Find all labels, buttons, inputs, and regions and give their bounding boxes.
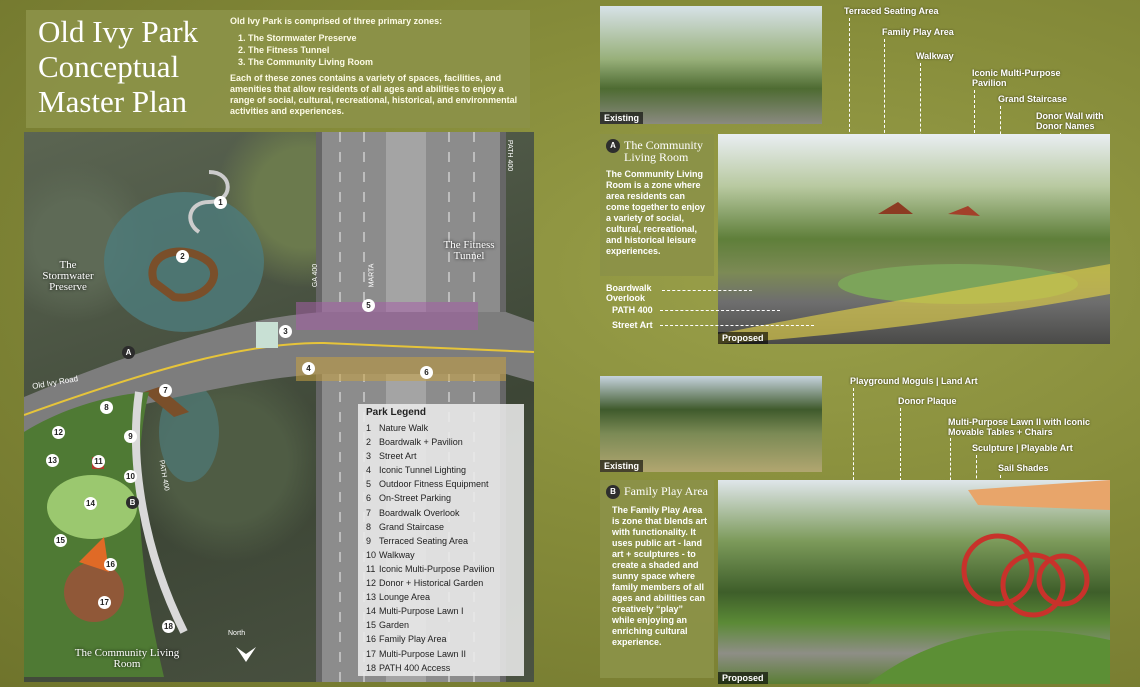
- label-ga-400: GA 400: [312, 263, 320, 288]
- map-marker-13[interactable]: 13: [46, 454, 59, 467]
- zone-b-description: [600, 480, 714, 678]
- map-marker-2[interactable]: 2: [176, 250, 189, 263]
- legend-item: [366, 647, 516, 661]
- legend-item-number: 3: [366, 451, 372, 462]
- sail-shade: [968, 480, 1110, 510]
- legend-item-label: Grand Staircase: [379, 521, 445, 532]
- existing-tag: Existing: [600, 112, 643, 124]
- label-marta: MARTA: [368, 263, 376, 288]
- zone-list-item: 3. The Community Living Room: [238, 57, 374, 67]
- legend-item: [366, 590, 516, 604]
- side-label-street-art: Street Art: [612, 320, 653, 330]
- label-community-living-room: The Community Living Room: [74, 647, 180, 670]
- side-label-line: [660, 310, 780, 311]
- legend-item: [366, 435, 516, 449]
- legend-item-number: 1: [366, 423, 372, 433]
- legend-item: [366, 463, 516, 477]
- label-fitness-tunnel: The Fitness Tunnel: [443, 239, 495, 262]
- legend-item-label: On-Street Parking: [379, 493, 452, 504]
- legend-item-label: Street Art: [379, 451, 417, 462]
- map-marker-zone-a[interactable]: A: [122, 346, 135, 359]
- tunnel-lighting: [296, 302, 478, 330]
- legend-rows: [366, 421, 516, 675]
- callout-donor-plaque: Donor Plaque: [898, 396, 957, 406]
- legend-item: [366, 661, 516, 675]
- legend-item: [366, 477, 516, 491]
- zone-a-description: [600, 134, 714, 276]
- zone-b-letter: B: [606, 485, 620, 499]
- legend-item-number: 12: [366, 578, 377, 589]
- legend-item-number: 7: [366, 507, 372, 518]
- map-marker-5[interactable]: 5: [362, 299, 375, 312]
- map-marker-8[interactable]: 8: [100, 401, 113, 414]
- park-legend: [358, 404, 524, 676]
- callout-family-play: Family Play Area: [882, 27, 954, 37]
- callout-playground-moguls: Playground Moguls | Land Art: [850, 376, 978, 386]
- callout-sculpture: Sculpture | Playable Art: [972, 443, 1073, 453]
- legend-item: [366, 562, 516, 576]
- legend-item-label: Terraced Seating Area: [379, 535, 469, 546]
- legend-item-number: 2: [366, 437, 372, 448]
- pavilion-roof: [878, 202, 913, 214]
- pavilion-roof: [948, 206, 980, 216]
- callout-pavilion: Iconic Multi-Purpose Pavilion: [972, 68, 1061, 88]
- legend-item: [366, 576, 516, 590]
- legend-item: [366, 618, 516, 632]
- map-marker-18[interactable]: 18: [162, 620, 175, 633]
- zone-a-desc: The Community Living Room is a zone where area residents can come together to enjoy a variety of social, cultural, recreational, and historical leisure experiences.: [606, 169, 706, 256]
- page-title: Old Ivy Park Conceptual Master Plan: [38, 14, 199, 119]
- legend-item-number: 15: [366, 620, 377, 631]
- zone-list: [238, 32, 522, 68]
- map-marker-4[interactable]: 4: [302, 362, 315, 375]
- sculpture-ring: [964, 536, 1032, 604]
- legend-item-number: 8: [366, 521, 372, 532]
- legend-item: [366, 534, 516, 548]
- legend-item-number: 17: [366, 648, 377, 659]
- legend-item: [366, 632, 516, 646]
- legend-item: [366, 548, 516, 562]
- side-label-path-400: PATH 400: [612, 305, 653, 315]
- map-marker-16[interactable]: 16: [104, 558, 117, 571]
- legend-item: [366, 604, 516, 618]
- label-path-400-lower: PATH 400: [157, 459, 170, 492]
- legend-item: [366, 421, 516, 435]
- callout-terraced-seating: Terraced Seating Area: [844, 6, 939, 16]
- legend-item-number: 18: [366, 662, 377, 673]
- label-north: North: [228, 630, 246, 637]
- legend-item-number: 13: [366, 592, 377, 603]
- zone-a-rendering: [718, 134, 1110, 344]
- master-plan-map: [24, 132, 534, 682]
- title-block: [26, 10, 530, 128]
- zone-list-item: 1. The Stormwater Preserve: [238, 33, 357, 43]
- legend-item-label: Boardwalk Overlook: [379, 507, 460, 518]
- legend-item-number: 6: [366, 493, 372, 504]
- callout-multi-purpose-lawn: Multi-Purpose Lawn II with Iconic Movable Tables + Chairs: [948, 417, 1091, 437]
- label-stormwater-preserve: The Stormwater Preserve: [42, 259, 94, 293]
- legend-item-number: 14: [366, 606, 377, 617]
- tunnel-lighting: [296, 357, 506, 381]
- map-marker-zone-b[interactable]: B: [126, 496, 139, 509]
- intro-text: [230, 16, 522, 117]
- map-marker-7[interactable]: 7: [159, 384, 172, 397]
- map-marker-9[interactable]: 9: [124, 430, 137, 443]
- intro-body: Each of these zones contains a variety of spaces, facilities, and amenities that allow residents of all ages and abilities to enjoy a range of social, cultural, recreational, historical, and environmental activities and experiences.: [230, 73, 518, 116]
- existing-tag: Existing: [600, 460, 643, 472]
- map-marker-17[interactable]: 17: [98, 596, 111, 609]
- legend-item-label: Garden: [379, 620, 410, 631]
- legend-item-label: Iconic Tunnel Lighting: [379, 465, 467, 476]
- map-marker-12[interactable]: 12: [52, 426, 65, 439]
- zone-b-title: Family Play Area: [624, 484, 708, 498]
- map-marker-3[interactable]: 3: [279, 325, 292, 338]
- legend-item-number: 4: [366, 465, 372, 476]
- legend-item-number: 5: [366, 479, 372, 490]
- legend-item-label: Family Play Area: [379, 634, 447, 645]
- zone-b-desc: The Family Play Area is zone that blends art with functionality. It uses public art - land art + sculptures - to create a shaded and sunny space where family members of all ages and abilities can creatively “play” while enjoying an enriching cultural experience.: [612, 505, 708, 647]
- garden: [64, 562, 124, 622]
- zone-list-item: 2. The Fitness Tunnel: [238, 45, 330, 55]
- legend-item-number: 16: [366, 634, 377, 645]
- zone-b-existing-photo: [600, 376, 822, 472]
- legend-item-label: Boardwalk + Pavilion: [379, 437, 463, 448]
- map-marker-6[interactable]: 6: [420, 366, 433, 379]
- legend-item: [366, 506, 516, 520]
- zone-a-existing-photo: [600, 6, 822, 124]
- side-label-line: [662, 290, 752, 291]
- highway-edge: [316, 132, 322, 682]
- legend-item-label: Nature Walk: [379, 423, 429, 433]
- map-marker-15[interactable]: 15: [54, 534, 67, 547]
- legend-item: [366, 520, 516, 534]
- zone-a-title: The Community Living Room: [624, 138, 703, 164]
- label-old-ivy-road: Old Ivy Road: [31, 374, 79, 391]
- proposed-tag: Proposed: [718, 332, 768, 344]
- side-label-boardwalk-overlook: Boardwalk Overlook: [606, 283, 652, 303]
- zone-a-proposed-photo: [718, 134, 1110, 344]
- zone-a-letter: A: [606, 139, 620, 153]
- label-path-400: PATH 400: [506, 139, 514, 172]
- map-marker-10[interactable]: 10: [124, 470, 137, 483]
- legend-item-label: Walkway: [379, 549, 415, 560]
- callout-sail-shades: Sail Shades: [998, 463, 1049, 473]
- intro-lead: Old Ivy Park is comprised of three primary zones:: [230, 16, 443, 26]
- legend-item-label: Outdoor Fitness Equipment: [379, 479, 489, 490]
- legend-item-number: 11: [366, 563, 376, 574]
- legend-item-number: 9: [366, 535, 372, 546]
- legend-item-number: 10: [366, 549, 377, 560]
- legend-item-label: Iconic Multi-Purpose Pavilion: [379, 563, 495, 574]
- map-marker-11[interactable]: 11: [92, 455, 105, 468]
- legend-item-label: Multi-Purpose Lawn I: [379, 606, 464, 617]
- callout-grand-staircase: Grand Staircase: [998, 94, 1068, 104]
- map-marker-14[interactable]: 14: [84, 497, 97, 510]
- side-label-line: [660, 325, 814, 326]
- callout-donor-wall: Donor Wall with Donor Names: [1036, 111, 1104, 131]
- street-art-crosswalk: [256, 322, 278, 348]
- legend-title: Park Legend: [366, 407, 427, 418]
- callout-walkway: Walkway: [916, 51, 954, 61]
- legend-item: [366, 449, 516, 463]
- legend-item-label: Donor + Historical Garden: [379, 578, 484, 589]
- map-marker-1[interactable]: 1: [214, 196, 227, 209]
- legend-item-label: Lounge Area: [379, 592, 431, 603]
- zone-b-proposed-photo: [718, 480, 1110, 684]
- proposed-tag: Proposed: [718, 672, 768, 684]
- legend-item: [366, 491, 516, 505]
- legend-item-label: PATH 400 Access: [379, 662, 451, 673]
- zone-b-rendering: [718, 480, 1110, 684]
- north-arrow: [236, 647, 256, 662]
- legend-item-label: Multi-Purpose Lawn II: [379, 648, 467, 659]
- mogul-lawn: [868, 630, 1110, 684]
